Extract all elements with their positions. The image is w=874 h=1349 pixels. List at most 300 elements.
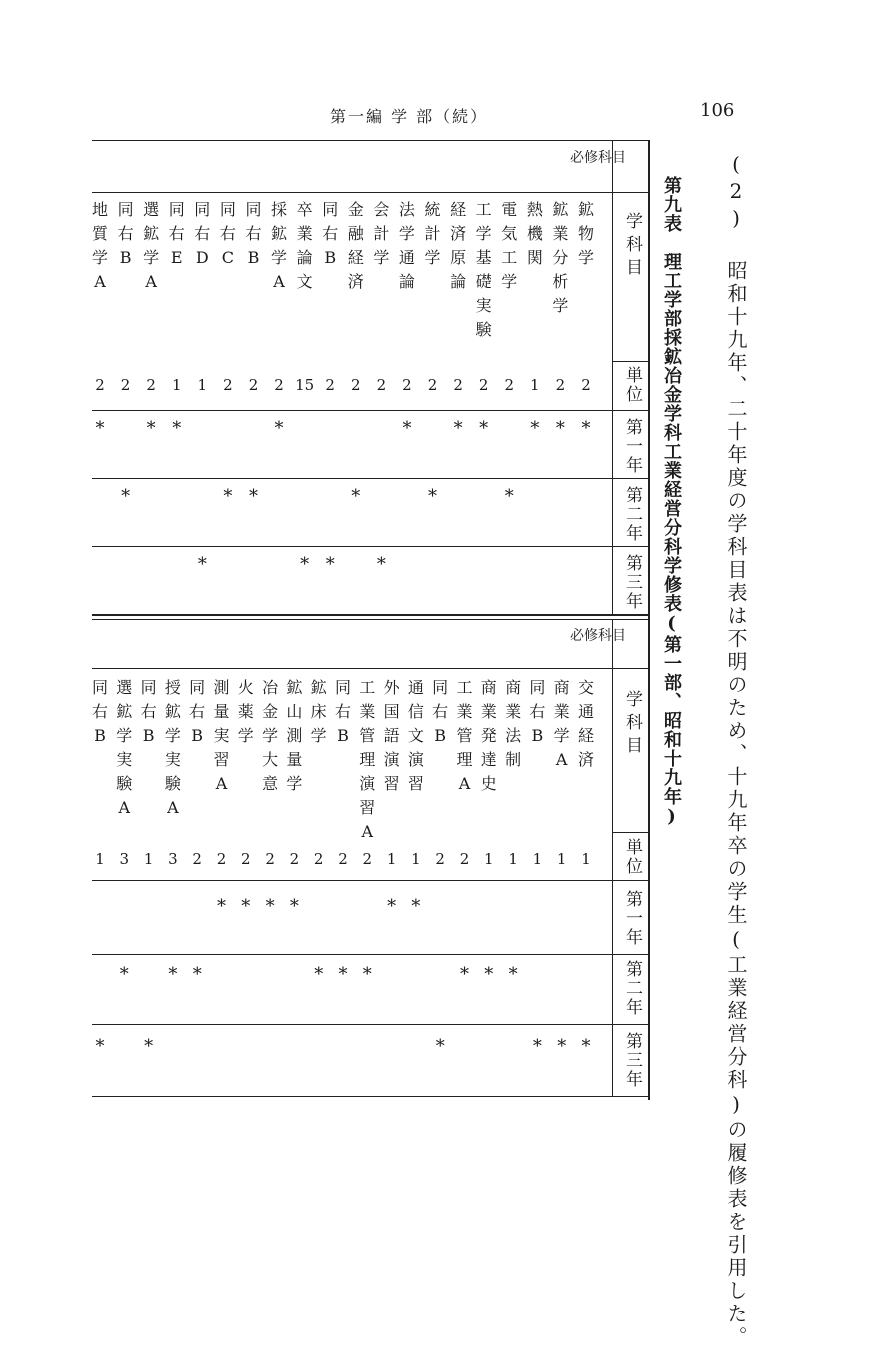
table2-course-name-char: 右 [140, 702, 157, 721]
table1-year-mark: * [530, 418, 540, 439]
table2-course-name [550, 676, 574, 772]
table2-units-label: 単位 [622, 838, 642, 876]
table1-course-name [139, 198, 163, 294]
table1-course-name-char: 済 [450, 224, 467, 243]
table1-course-name [446, 198, 470, 294]
table1-course-name-char: 電 [501, 200, 518, 219]
table1-course-units: 1 [530, 376, 540, 394]
table1-year-mark: * [479, 418, 489, 439]
table2-year1-label: 第一年 [622, 890, 642, 947]
table2-course-name-char: 験 [164, 774, 181, 793]
table2-course-name-char: 発 [480, 726, 497, 745]
table2-course-name [380, 676, 404, 796]
table1-course-name-char: 同 [219, 200, 236, 219]
table2-course-name-char: 習 [383, 774, 400, 793]
table2-year3-label: 第三年 [622, 1032, 642, 1089]
table1-course-name-char: B [247, 248, 260, 267]
table2-course-name [355, 676, 379, 844]
table1-course-name-char: 融 [347, 224, 364, 243]
table1-course-name-char: 工 [501, 248, 518, 267]
table2-course-name-char: 同 [91, 678, 108, 697]
table2-course-name-char: 演 [407, 750, 424, 769]
table1-course-units: 2 [248, 376, 259, 394]
table1-course-name-char: 機 [526, 224, 543, 243]
table2-course-name-char: 金 [262, 702, 279, 721]
table2-year-mark: * [411, 896, 421, 917]
table1-course-units: 1 [171, 376, 182, 394]
table1-course-name-char: B [119, 248, 132, 267]
table1-course-units: 2 [402, 376, 412, 394]
table2-course-name [88, 676, 112, 748]
table2-top-rule [92, 619, 648, 620]
table2-course-name-char: 実 [213, 726, 230, 745]
table2-year-mark: * [95, 1036, 105, 1057]
table2-course-name-char: 理 [359, 750, 376, 769]
table1-course-units: 2 [478, 376, 489, 394]
table2-course-name-char: 意 [262, 774, 279, 793]
table2-course-name-char: 量 [286, 750, 303, 769]
table1-course-name [497, 198, 521, 294]
table2-year-mark: * [508, 964, 518, 985]
table2-course-name-char: 鉱 [116, 702, 133, 721]
table2-course-name [234, 676, 258, 748]
table1-course-units: 2 [95, 376, 105, 394]
table1-course-name-char: 論 [450, 272, 467, 291]
table1-course-units: 2 [427, 376, 438, 394]
table1-course-name-char: 工 [475, 200, 492, 219]
table1-course-name-char: 同 [117, 200, 134, 219]
table2-course-name-char: A [555, 750, 568, 769]
table1-year-mark: * [146, 418, 156, 439]
table2-course-name [453, 676, 477, 796]
table1-course-name-char: 右 [322, 224, 339, 243]
table2-course-name-char: 外 [383, 678, 400, 697]
table1-year-mark: * [197, 554, 207, 575]
table2-course-units: 2 [435, 850, 445, 868]
table2-course-name-char: 演 [383, 750, 400, 769]
table2-course-name-char: 量 [213, 702, 230, 721]
table2-year-mark: * [265, 896, 275, 917]
table2-year-mark: * [435, 1036, 445, 1057]
table1-course-name-char: 業 [296, 224, 313, 243]
table1-year-mark: * [274, 418, 284, 439]
table2-course-units: 1 [95, 850, 105, 868]
table2-course-units: 2 [459, 850, 470, 868]
table1-course-name [421, 198, 445, 270]
table1-course-name-char: 統 [424, 200, 441, 219]
table2-course-units: 1 [581, 850, 591, 868]
table2-year-mark: * [557, 1036, 567, 1057]
table1-course-units: 2 [376, 376, 387, 394]
table1-course-units: 2 [223, 376, 233, 394]
table2-course-name-char: 国 [383, 702, 400, 721]
table1-course-units: 2 [351, 376, 361, 394]
table1-course-name-char: 右 [168, 224, 185, 243]
table1-course-name-char: 鉱 [143, 224, 160, 243]
table1-course-name [165, 198, 189, 270]
table2-course-name-char: 大 [262, 750, 279, 769]
table2-course-units: 2 [192, 850, 202, 868]
table2-course-units: 1 [386, 850, 397, 868]
table1-course-name-char: 選 [143, 200, 160, 219]
table1-course-units: 2 [555, 376, 566, 394]
table1-year-mark: * [555, 418, 565, 439]
table2-course-name-char: 習 [359, 798, 376, 817]
table1-course-name-char: 金 [347, 200, 364, 219]
table1-course-name-char: 学 [398, 224, 415, 243]
table2-year-mark: * [314, 964, 324, 985]
table1-year-mark: * [121, 486, 131, 507]
table2-course-name-char: 鉱 [286, 678, 303, 697]
table1-course-name-char: 礎 [475, 272, 492, 291]
table1-course-name-char: 学 [501, 272, 518, 291]
table1-course-name-char: 右 [194, 224, 211, 243]
table2-year-mark: * [484, 964, 494, 985]
table2-course-units: 1 [484, 850, 494, 868]
table1-course-units: 2 [325, 376, 335, 394]
table2-course-name [574, 676, 598, 772]
table1-course-name-char: 地 [91, 200, 108, 219]
table2-course-units: 2 [362, 850, 373, 868]
table1-course-name-char: 経 [347, 248, 364, 267]
table1-course-name [472, 198, 496, 342]
table1-course-name-char: 気 [501, 224, 518, 243]
table2-course-name-char: 測 [286, 726, 303, 745]
table2-year-mark: * [168, 964, 178, 985]
table1-year1-label: 第一年 [622, 418, 642, 475]
table1-course-name-char: A [273, 272, 285, 291]
table1-course-name [548, 198, 572, 318]
table2-course-name [137, 676, 161, 748]
table2-course-name-char: 商 [505, 678, 522, 697]
table2-year1-rule [92, 954, 648, 955]
table1-course-name-char: 質 [91, 224, 108, 243]
table1-course-name-char: 析 [552, 272, 569, 291]
table1-course-name-char: 右 [219, 224, 236, 243]
table1-course-name-char: D [195, 248, 209, 267]
table1-course-name-char: 同 [168, 200, 185, 219]
table2-course-name-char: 学 [237, 726, 254, 745]
table2-course-name-char: 選 [116, 678, 133, 697]
table1-course-name-char: C [221, 248, 235, 267]
table1-year-mark: * [95, 418, 105, 439]
table2-course-name-char: 工 [456, 678, 473, 697]
table1-course-name [344, 198, 368, 294]
table1-year2-label: 第二年 [622, 486, 642, 543]
table2-year-mark: * [532, 1036, 542, 1057]
table1-course-units: 2 [120, 376, 131, 394]
table1-course-name-char: 業 [552, 224, 569, 243]
table1-year-mark: * [223, 486, 233, 507]
table1-course-name-char: 物 [577, 224, 594, 243]
table2-course-units: 3 [119, 850, 130, 868]
table2-course-name [282, 676, 306, 796]
table2-course-name-char: 薬 [237, 702, 254, 721]
table1-top-rule [92, 140, 648, 141]
table1-course-units: 2 [581, 376, 591, 394]
table1-year-mark: * [300, 554, 310, 575]
table2-course-name [477, 676, 501, 796]
table2-course-name-char: 同 [529, 678, 546, 697]
table2-course-name [428, 676, 452, 748]
table2-course-name-char: 同 [432, 678, 449, 697]
table1-course-name [523, 198, 547, 270]
table1-course-name-char: 卒 [296, 200, 313, 219]
table1-course-name [574, 198, 598, 270]
footnote-text: (2) 昭和十九年、二十年度の学科目表は不明のため、十九年卒の学生(工業経営分科)の履修表を引用した。 [724, 152, 748, 1349]
table1-course-name [241, 198, 265, 270]
table2-course-name [112, 676, 136, 820]
table2-course-units: 1 [411, 850, 421, 868]
table2-course-name-char: B [531, 726, 544, 745]
table2-course-name-char: B [434, 726, 447, 745]
table2-course-name-char: 同 [189, 678, 206, 697]
table2-course-name [210, 676, 234, 796]
table1-course-name-char: 学 [424, 248, 441, 267]
table2-course-units: 2 [289, 850, 300, 868]
table1-required-header: 必修科目 [570, 150, 626, 166]
table2-required-header: 必修科目 [570, 628, 626, 644]
table1-year-mark: * [428, 486, 438, 507]
table2-course-units: 1 [556, 850, 567, 868]
table2-course-name-char: 管 [456, 726, 473, 745]
table1-course-units: 2 [274, 376, 284, 394]
table2-year2-rule [92, 1024, 648, 1025]
table2-course-name-char: 学 [553, 726, 570, 745]
table1-course-name-char: 計 [424, 224, 441, 243]
table2-course-name [161, 676, 185, 820]
table1-course-name-char: 分 [552, 248, 569, 267]
table1-year-mark: * [325, 554, 335, 575]
table1-course-name [88, 198, 112, 294]
table2-course-name-char: 業 [456, 702, 473, 721]
table1-course-name-char: 実 [475, 296, 492, 315]
table1-units-label: 単位 [622, 366, 642, 404]
table2-course-name-char: 業 [480, 702, 497, 721]
table2-course-units: 1 [508, 850, 518, 868]
table1-course-name-char: 右 [245, 224, 262, 243]
table1-course-name-char: 学 [552, 296, 569, 315]
table2-course-name-char: 冶 [262, 678, 279, 697]
table1-course-name-char: 計 [373, 224, 390, 243]
table1-year-mark: * [402, 418, 412, 439]
table1-course-units: 15 [295, 376, 315, 394]
table2-course-name-char: 同 [334, 678, 351, 697]
table1-course-name-char: 験 [475, 320, 492, 339]
table1-course-name-char: 基 [475, 248, 492, 267]
table2-year2-label: 第二年 [622, 960, 642, 1017]
table2-course-name-char: 商 [480, 678, 497, 697]
table1-course-name-char: A [94, 272, 106, 291]
table1-year-mark: * [248, 486, 258, 507]
table2-course-name-char: 右 [529, 702, 546, 721]
table1-course-name-char: 法 [398, 200, 415, 219]
table2-course-name-char: 制 [505, 750, 522, 769]
table1-year-mark: * [504, 486, 514, 507]
table1-units-rule [92, 410, 648, 411]
table1-course-units: 2 [146, 376, 156, 394]
table2-course-name-char: 管 [359, 726, 376, 745]
table2-units-rule [92, 880, 648, 881]
table2-course-name-char: 通 [577, 702, 594, 721]
table1-year-mark: * [172, 418, 182, 439]
table2-course-name-char: 験 [116, 774, 133, 793]
table1-course-name-char: 学 [143, 248, 160, 267]
table2-course-name-char: 文 [407, 726, 424, 745]
table2-course-name [331, 676, 355, 748]
table1-course-name-char: 同 [245, 200, 262, 219]
table1-bottom-rule [92, 614, 648, 616]
table2-course-name-char: 史 [480, 774, 497, 793]
table2-course-units: 2 [241, 850, 251, 868]
table2-course-units: 2 [313, 850, 324, 868]
table2-course-name-char: 同 [140, 678, 157, 697]
table1-course-name [267, 198, 291, 294]
table2-bottom-rule [92, 1096, 648, 1097]
table2-course-name-char: 測 [213, 678, 230, 697]
table2-course-name-char: 語 [383, 726, 400, 745]
table1-course-name-char: 同 [322, 200, 339, 219]
table2-course-name-char: 授 [164, 678, 181, 697]
table2-year-mark: * [144, 1036, 154, 1057]
table2-course-name-char: 工 [359, 678, 376, 697]
table2-subject-rule [612, 832, 648, 833]
table2-course-name-char: 業 [359, 702, 376, 721]
table1-course-name [318, 198, 342, 270]
table2-course-name-char: 鉱 [310, 678, 327, 697]
table2-course-name-char: 済 [577, 750, 594, 769]
table2-course-name-char: 業 [553, 702, 570, 721]
table2-year-mark: * [362, 964, 372, 985]
table2-course-units: 2 [216, 850, 227, 868]
table1-course-units: 2 [453, 376, 463, 394]
table2-course-name-char: 通 [407, 678, 424, 697]
table2-year-mark: * [289, 896, 299, 917]
table2-course-name-char: 習 [407, 774, 424, 793]
table1-course-name [216, 198, 240, 270]
table2-subject-label: 学科目 [622, 690, 642, 759]
table1-course-name-char: 関 [526, 248, 543, 267]
table2-course-name-char: 実 [116, 750, 133, 769]
table2-course-name-char: A [167, 798, 179, 817]
table1-course-name [395, 198, 419, 294]
table1-subject-rule [612, 361, 648, 362]
table1-course-name-char: 熱 [526, 200, 543, 219]
table2-course-name-char: 火 [237, 678, 254, 697]
table2-course-name-char: A [361, 822, 374, 841]
table1-course-name-char: E [170, 248, 183, 267]
table2-course-name [307, 676, 331, 748]
table2-course-name-char: 学 [116, 726, 133, 745]
table1-course-name [369, 198, 393, 270]
table2-label-column-rule [612, 619, 613, 1096]
table2-course-units: 3 [168, 850, 178, 868]
table1-course-units: 2 [504, 376, 515, 394]
table2-year-mark: * [119, 964, 129, 985]
table1-course-name [293, 198, 317, 294]
table1-year-mark: * [581, 418, 591, 439]
table1-course-name-char: 済 [347, 272, 364, 291]
caption-rule [648, 140, 650, 1100]
table1-subject-label: 学科目 [622, 212, 642, 281]
table2-course-name-char: 経 [577, 726, 594, 745]
table2-course-name-char: 学 [262, 726, 279, 745]
table2-course-name-char: B [142, 726, 155, 745]
table2-course-name-char: 右 [432, 702, 449, 721]
table2-header-rule [92, 668, 648, 669]
table2-course-name-char: 右 [334, 702, 351, 721]
table2-course-name-char: 鉱 [164, 702, 181, 721]
table2-course-name-char: A [118, 798, 131, 817]
table1-course-name-char: 鉱 [271, 224, 288, 243]
table2-course-units: 1 [532, 850, 543, 868]
table1-course-name-char: 学 [91, 248, 108, 267]
table2-course-name [404, 676, 428, 796]
table1-course-name-char: 論 [296, 248, 313, 267]
table2-year-mark: * [387, 896, 397, 917]
table1-course-name-char: 学 [373, 248, 390, 267]
table2-course-name-char: 信 [407, 702, 424, 721]
table2-course-name-char: 交 [577, 678, 594, 697]
table2-year-mark: * [460, 964, 469, 985]
table2-course-name-char: 習 [213, 750, 230, 769]
table2-course-name-char: B [94, 726, 106, 745]
table2-course-units: 2 [265, 850, 275, 868]
table2-course-name-char: 理 [456, 750, 473, 769]
table2-course-name-char: A [215, 774, 228, 793]
table1-course-name-char: 学 [475, 224, 492, 243]
table1-course-name-char: 経 [450, 200, 467, 219]
table1-course-name [114, 198, 138, 270]
page-header: 第一編 学 部（続） [330, 107, 489, 126]
table2-course-name-char: 学 [310, 726, 327, 745]
table1-year-mark: * [453, 418, 463, 439]
table1-label-column-rule [612, 140, 613, 614]
table2-course-name-char: B [337, 726, 349, 745]
table2-course-name [258, 676, 282, 796]
table1-course-name-char: A [145, 272, 157, 291]
table2-course-name-char: B [191, 726, 204, 745]
table2-course-name-char: 法 [505, 726, 522, 745]
table2-course-name-char: 学 [164, 726, 181, 745]
table1-course-units: 1 [197, 376, 208, 394]
table2-course-name-char: 右 [91, 702, 108, 721]
table2-year-mark: * [581, 1036, 591, 1057]
table1-year-mark: * [376, 554, 386, 575]
table2-course-name [525, 676, 549, 748]
table2-course-name-char: 業 [505, 702, 522, 721]
table2-course-name-char: A [458, 774, 471, 793]
table1-course-name-char: 右 [117, 224, 134, 243]
table2-course-name-char: 右 [189, 702, 206, 721]
table2-year-mark: * [192, 964, 202, 985]
table1-course-name [190, 198, 214, 270]
page-number: 106 [700, 100, 735, 121]
table1-course-name-char: 会 [373, 200, 390, 219]
table1-course-name-char: 学 [577, 248, 594, 267]
table1-course-name-char: 原 [450, 248, 467, 267]
table1-course-name-char: 採 [271, 200, 288, 219]
table2-year-mark: * [338, 964, 348, 985]
table2-course-name-char: 実 [164, 750, 181, 769]
table1-course-name-char: 論 [398, 272, 415, 291]
table2-course-name-char: 達 [480, 750, 497, 769]
table2-course-name-char: 商 [553, 678, 570, 697]
table1-course-name-char: 鉱 [552, 200, 569, 219]
table1-header-rule [92, 192, 648, 193]
table1-course-name-char: 同 [194, 200, 211, 219]
table-caption: 第九表 理工学部採鉱冶金学科工業経営分科学修表(第一部、昭和十九年) [661, 176, 682, 828]
